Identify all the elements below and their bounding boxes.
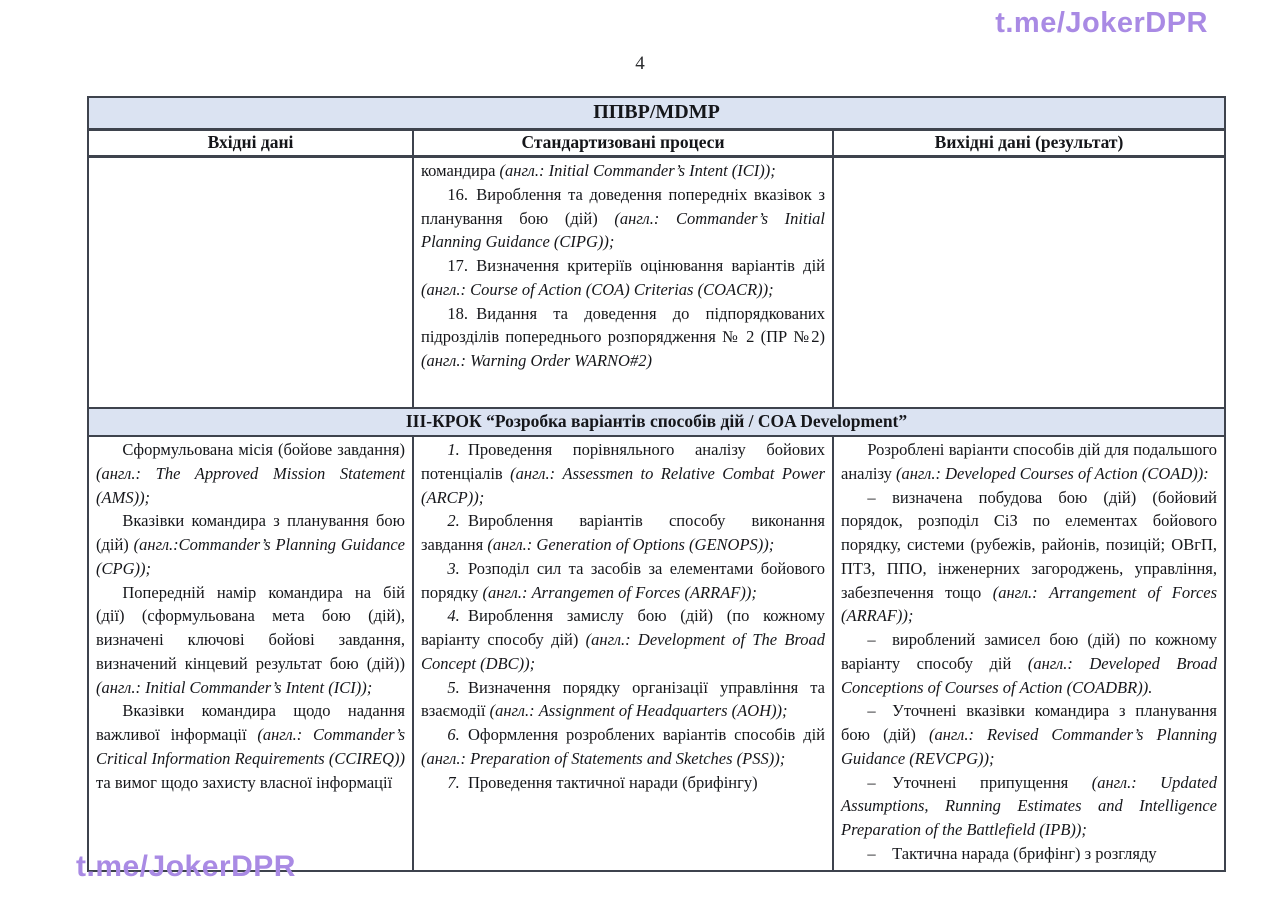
table-title-row xyxy=(88,97,1225,130)
paragraph: Вказівки командира з планування бою (дій) (англ.:Commander’s Planning Guidance (CPG)); xyxy=(96,511,405,578)
paragraph: 7. Проведення тактичної наради (брифінгу) xyxy=(447,772,758,792)
paragraph: 2. Вироблення варіантів способу виконання завдання (англ.: Generation of Options (GENOPS)); xyxy=(421,511,825,554)
paragraph: командира (англ.: Initial Commander’s Intent (ICI)); xyxy=(421,161,776,180)
cell-step3-input xyxy=(88,436,413,871)
mdmp-table xyxy=(87,96,1226,872)
paragraph: – Уточнені вказівки командира з планування бою (дій) (англ.: Revised Commander’s Planning Guidance (REVCPG)); xyxy=(841,701,1218,768)
watermark-top: t.me/JokerDPR xyxy=(995,7,1208,39)
watermark-bottom: t.me/JokerDPR xyxy=(76,850,296,883)
paragraph: Розроблені варіанти способів дій для подальшого аналізу (англ.: Developed Courses of Action (COAD)): xyxy=(841,440,1218,483)
paragraph: 5. Визначення порядку організації управління та взаємодії (англ.: Assignment of Headquarters (AOH)); xyxy=(421,677,825,721)
paragraph: – вироблений замисел бою (дій) по кожному варіанту способу дій (англ.: Developed Broad Conceptions of Courses of Action (COADBR)). xyxy=(841,630,1218,697)
table-title: ППВР/MDMP xyxy=(88,97,1225,130)
cell-step2-process xyxy=(413,157,833,409)
paragraph: Сформульована місія (бойове завдання) (англ.: The Approved Mission Statement (AMS)); xyxy=(96,440,405,507)
page-number: 4 xyxy=(635,53,645,74)
paragraph: 4. Вироблення замислу бою (дій) (по кожному варіанту способу дій) (англ.: Development of The Broad Concept (DBC)); xyxy=(421,606,826,673)
section-row-step3 xyxy=(88,408,1225,436)
column-header-process: Стандартизовані процеси xyxy=(413,130,833,157)
paragraph: 18. Видання та доведення до підпорядкованих підрозділів попереднього розпорядження № 2 (ПР №2) (англ.: Warning Order WARNO#2) xyxy=(421,303,825,370)
paragraph: 17. Визначення критеріїв оцінювання варіантів дій (англ.: Course of Action (COA) Criterias (COACR)); xyxy=(421,256,825,299)
paragraph: 1. Проведення порівняльного аналізу бойових потенціалів (англ.: Assessmen to Relative Combat Power (ARCP)); xyxy=(421,440,825,507)
row-step3 xyxy=(88,436,1225,871)
column-header-output: Вихідні дані (результат) xyxy=(833,130,1225,157)
paragraph: – Уточнені припущення (англ.: Updated Assumptions, Running Estimates and Intelligence Preparation of the Battlefield (IPB)); xyxy=(841,772,1218,839)
cell-step2-input xyxy=(88,157,413,409)
paragraph: Вказівки командира щодо надання важливої інформації (англ.: Commander’s Critical Information Requirements (CCIREQ)) та вимог щодо захисту власної інформації xyxy=(96,701,405,792)
row-step2-continuation xyxy=(88,157,1225,409)
section-header-step3: III-КРОК “Розробка варіантів способів дій / COA Development” xyxy=(88,408,1225,436)
cell-step3-process xyxy=(413,436,833,871)
cell-step3-output xyxy=(833,436,1225,871)
cell-step2-output xyxy=(833,157,1225,409)
column-header-row xyxy=(88,130,1225,157)
paragraph: 6. Оформлення розроблених варіантів способів дій (англ.: Preparation of Statements and Sketches (PSS)); xyxy=(421,725,825,768)
paragraph: 16. Вироблення та доведення попередніх вказівок з планування бою (дій) (англ.: Commander’s Initial Planning Guidance (CIPG)); xyxy=(421,184,826,252)
paragraph: 3. Розподіл сил та засобів за елементами бойового порядку (англ.: Arrangemen of Forces (ARRAF)); xyxy=(421,558,825,602)
paragraph: – визначена побудова бою (дій) (бойовий порядок, розподіл СіЗ по елементах бойового порядку, системи (рубежів, районів, позицій; ОВгП, ПТЗ, ППО, інженерних загороджень, управління, забезпечення тощо (англ.: Arrangement of Forces (ARRAF)); xyxy=(841,487,1218,626)
column-header-input: Вхідні дані xyxy=(88,130,413,157)
paragraph: – Тактична нарада (брифінг) з розгляду xyxy=(867,843,1157,863)
paragraph: Попередній намір командира на бій (дії) (сформульована мета бою (дій), визначені ключові бойові завдання, визначений кінцевий результат бою (дій)) (англ.: Initial Commander’s Intent (ICI)); xyxy=(96,582,405,697)
